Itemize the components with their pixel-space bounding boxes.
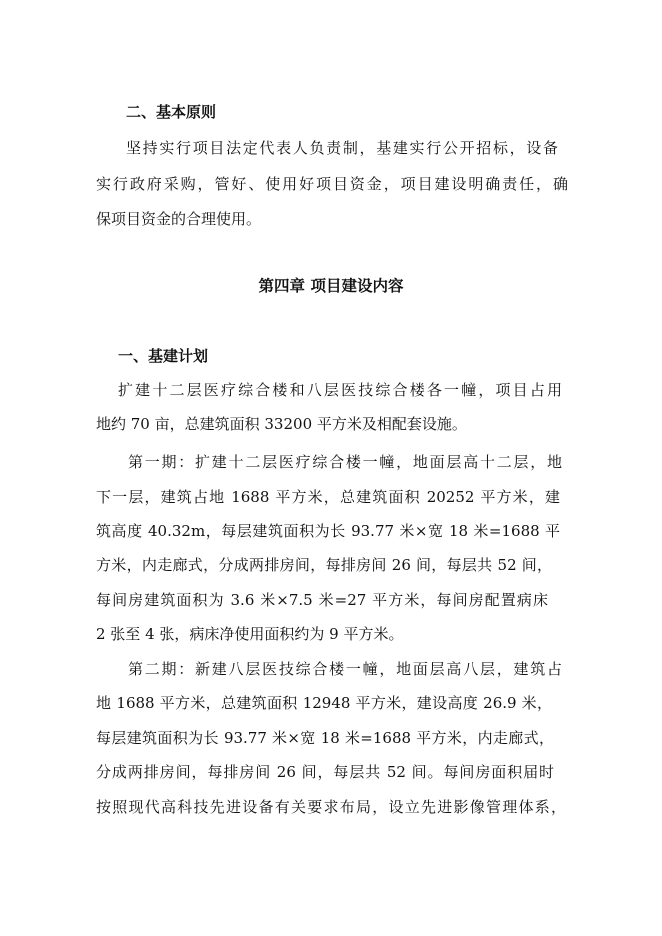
paragraph-line: 分成两排房间，每排房间 26 间，每层共 52 间。每间房面积届时 — [96, 763, 554, 781]
paragraph-line: 下一层，建筑占地 1688 平方米，总建筑面积 20252 平方米，建 — [96, 488, 560, 506]
paragraph-line: 坚持实行项目法定代表人负责制，基建实行公开招标，设备 — [126, 139, 558, 157]
paragraph-line: 实行政府采购，管好、使用好项目资金，项目建设明确责任，确 — [96, 175, 568, 193]
paragraph-line: 保项目资金的合理使用。 — [96, 210, 262, 228]
paragraph-line: 扩建十二层医疗综合楼和八层医技综合楼各一幢，项目占用 — [118, 381, 562, 399]
paragraph-line: 筑高度 40.32m，每层建筑面积为长 93.77 米×宽 18 米=1688 平 — [96, 522, 560, 540]
paragraph-line: 每层建筑面积为长 93.77 米×宽 18 米=1688 平方米，内走廊式， — [96, 729, 554, 747]
paragraph-line: 地约 70 亩，总建筑面积 33200 平方米及相配套设施。 — [96, 415, 467, 433]
paragraph-line: 2 张至 4 张，病床净使用面积约为 9 平方米。 — [96, 625, 404, 643]
paragraph-line: 地 1688 平方米，总建筑面积 12948 平方米，建设高度 26.9 米， — [96, 694, 552, 712]
chapter-title: 第四章 项目建设内容 — [258, 276, 404, 295]
paragraph-line: 按照现代高科技先进设备有关要求布局，设立先进影像管理体系， — [96, 798, 566, 816]
paragraph-line: 第一期：扩建十二层医疗综合楼一幢，地面层高十二层，地 — [128, 453, 562, 471]
section-heading-construction-plan: 一、基建计划 — [118, 347, 209, 365]
paragraph-line: 每间房建筑面积为 3.6 米×7.5 米=27 平方米，每间房配置病床 — [96, 591, 548, 609]
paragraph-line: 第二期：新建八层医技综合楼一幢，地面层高八层，建筑占 — [128, 660, 562, 678]
section-heading-basic-principles: 二、基本原则 — [126, 103, 217, 121]
paragraph-line: 方米，内走廊式，分成两排房间，每排房间 26 间，每层共 52 间， — [96, 556, 552, 574]
